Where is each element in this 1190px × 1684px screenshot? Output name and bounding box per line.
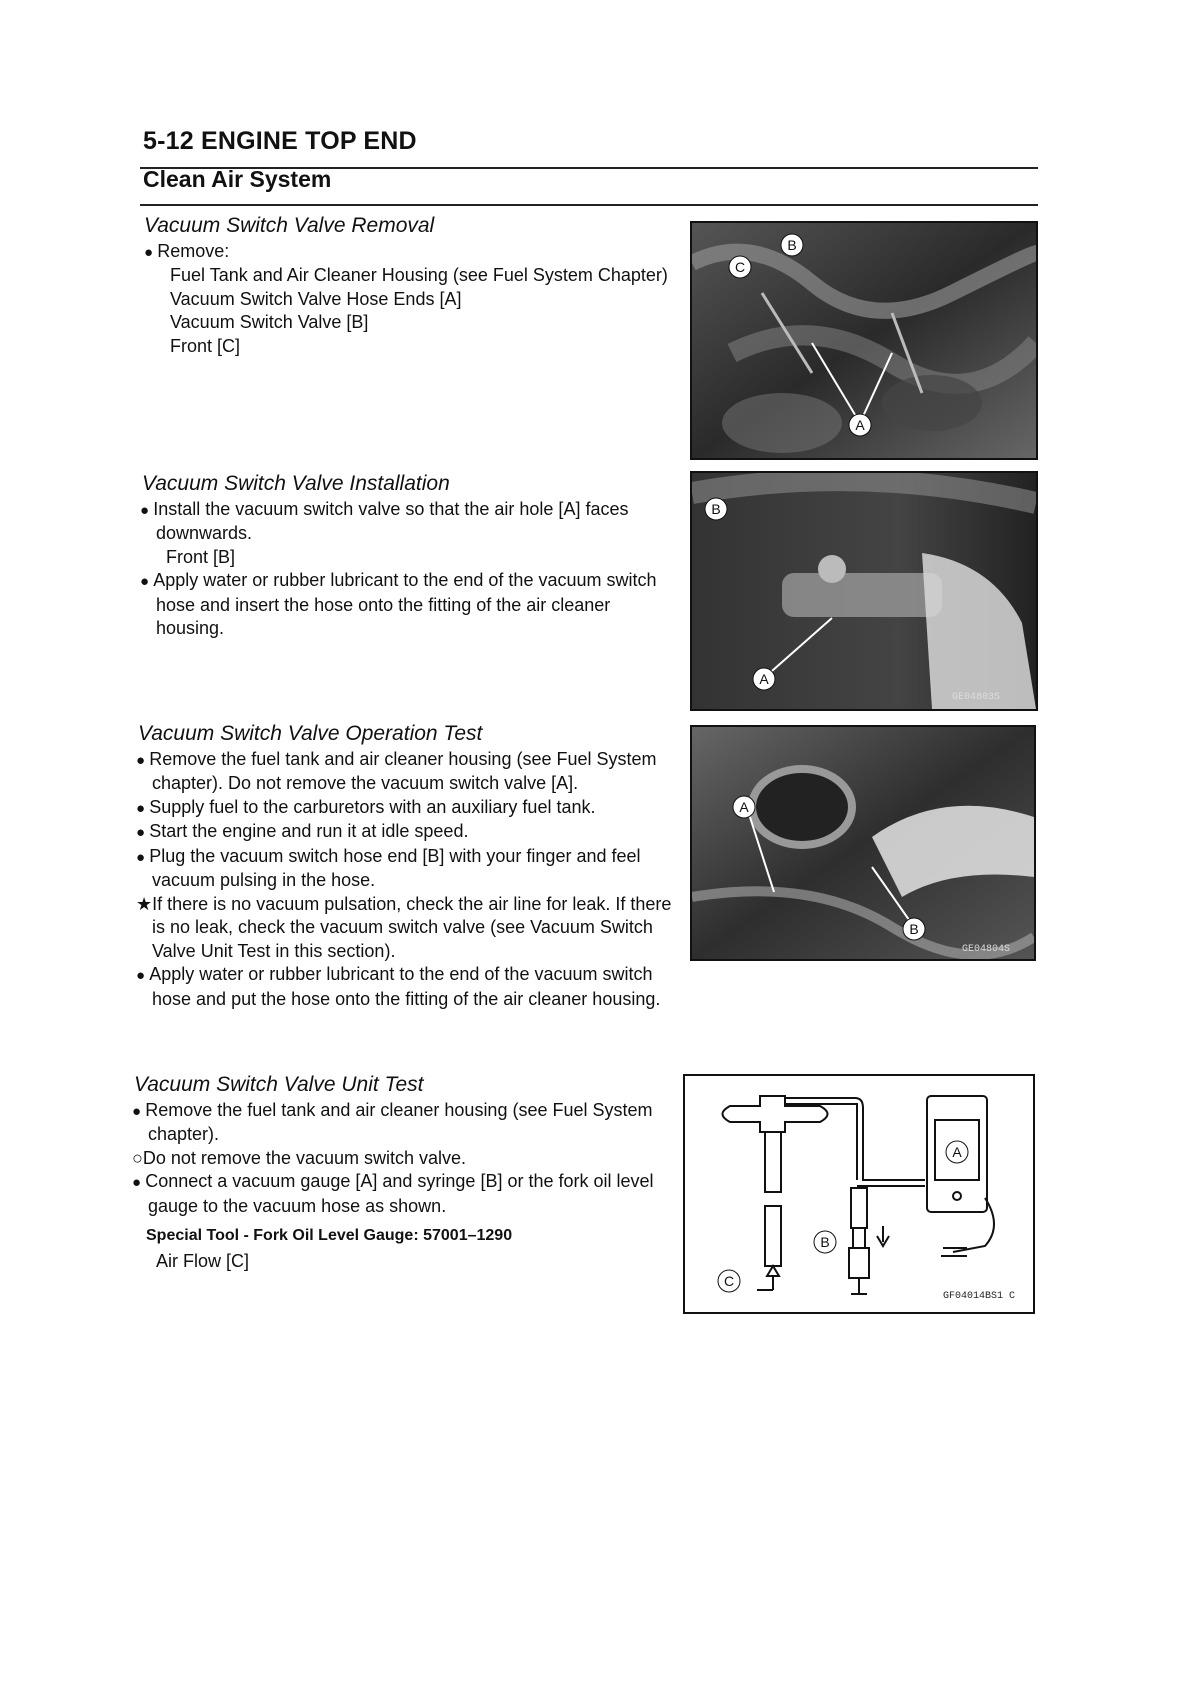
fig3-code: GE04804S — [962, 944, 1011, 955]
fig3-label-a: A — [739, 799, 749, 815]
star-icon: ★ — [136, 893, 153, 914]
engine-photo-image — [692, 223, 1036, 458]
fig3-label-b: B — [909, 921, 919, 937]
fig1-label-c: C — [734, 259, 746, 275]
fig4-label-a: A — [952, 1144, 962, 1160]
bullet-icon: ● — [136, 848, 150, 866]
fig2-label-b: B — [711, 501, 721, 517]
removal-item: Fuel Tank and Air Cleaner Housing (see Fuel System Chapter) — [170, 265, 668, 285]
installation-step — [132, 569, 672, 641]
figure-removal-photo — [690, 221, 1038, 460]
operation-test-section — [132, 722, 672, 1011]
operation-step-text: Remove the fuel tank and air cleaner housing (see Fuel System chapter). Do not remove the vacuum switch valve [A]. — [149, 748, 657, 793]
figure-unit-test-diagram — [683, 1074, 1035, 1314]
unit-step-text: Connect a vacuum gauge [A] and syringe [B] or the fork oil level gauge to the vacuum hose as shown. — [145, 1171, 654, 1216]
bullet-icon: ● — [132, 1174, 146, 1191]
air-flow: Air Flow [C] — [156, 1250, 250, 1271]
bullet-icon: ● — [136, 967, 150, 984]
circle-bullet-icon: ○ — [132, 1147, 143, 1168]
fig4-code: GF04014BS1 C — [943, 1291, 1016, 1302]
operation-step — [132, 845, 672, 893]
installation-section — [132, 472, 672, 641]
fig2-label-a: A — [759, 671, 769, 687]
unit-test-title: Vacuum Switch Valve Unit Test — [134, 1073, 424, 1096]
removal-section — [132, 214, 672, 358]
section-title: Clean Air System — [143, 166, 332, 192]
installation-title: Vacuum Switch Valve Installation — [142, 472, 450, 495]
operation-note-text: If there is no vacuum pulsation, check the air line for leak. If there is no leak, check the vacuum switch valve (see Vacuum Switch Valve Unit Test in this section). — [152, 893, 672, 961]
special-tool-label: Special Tool - — [146, 1227, 249, 1244]
operation-step — [132, 820, 672, 845]
unit-test-section — [132, 1073, 672, 1273]
fig1-label-b: B — [787, 237, 797, 253]
unit-note-text: Do not remove the vacuum switch valve. — [142, 1147, 467, 1168]
figure-installation-photo — [690, 471, 1038, 711]
chapter-title: 5-12 ENGINE TOP END — [143, 127, 417, 155]
operation-step-text: Apply water or rubber lubricant to the end of the vacuum switch hose and put the hose onto the fitting of the air cleaner housing. — [149, 964, 661, 1009]
bullet-icon: ● — [136, 824, 150, 841]
special-tool — [132, 1224, 672, 1248]
vacuum-test-diagram — [685, 1076, 1033, 1312]
fig2-code: GE04803S — [952, 692, 1001, 703]
operation-step — [132, 963, 672, 1011]
bullet-icon: ● — [140, 573, 154, 590]
unit-note — [132, 1147, 672, 1171]
bullet-icon: ● — [144, 243, 158, 261]
operation-step — [132, 748, 672, 796]
installation-step-text: Install the vacuum switch valve so that the air hole [A] faces downwards. — [153, 498, 629, 543]
removal-step-text: Remove: — [157, 240, 230, 261]
operation-note — [132, 893, 672, 964]
fig4-label-b: B — [820, 1234, 830, 1250]
unit-step — [132, 1170, 672, 1218]
bullet-icon: ● — [136, 751, 150, 769]
section-rule — [140, 204, 1038, 206]
operation-test-title: Vacuum Switch Valve Operation Test — [138, 722, 483, 745]
installation-step-text: Apply water or rubber lubricant to the end of the vacuum switch hose and insert the hose onto the fitting of the air cleaner housing. — [153, 570, 657, 638]
operation-step-text: Supply fuel to the carburetors with an auxiliary fuel tank. — [149, 796, 596, 817]
installation-step — [132, 498, 672, 546]
removal-item: Vacuum Switch Valve Hose Ends [A] — [170, 288, 462, 309]
figure-operation-photo — [690, 725, 1036, 961]
special-tool-value: Fork Oil Level Gauge: 57001–1290 — [253, 1227, 513, 1244]
removal-title: Vacuum Switch Valve Removal — [144, 214, 435, 237]
unit-step — [132, 1099, 672, 1147]
unit-step-text: Remove the fuel tank and air cleaner housing (see Fuel System chapter). — [145, 1099, 653, 1144]
valve-photo-image — [692, 473, 1036, 709]
operation-step — [132, 796, 672, 821]
bullet-icon: ● — [140, 501, 154, 519]
operation-step-text: Plug the vacuum switch hose end [B] with your finger and feel vacuum pulsing in the hose. — [149, 845, 641, 890]
hose-photo-image — [692, 727, 1034, 959]
removal-item: Vacuum Switch Valve [B] — [170, 312, 369, 332]
removal-step — [132, 240, 672, 265]
fig4-label-c: C — [723, 1273, 735, 1289]
operation-step-text: Start the engine and run it at idle speed. — [149, 821, 469, 841]
removal-item: Front [C] — [170, 335, 241, 356]
fig1-label-a: A — [855, 417, 865, 433]
bullet-icon: ● — [136, 799, 150, 817]
installation-front: Front [B] — [166, 546, 236, 567]
bullet-icon: ● — [132, 1102, 146, 1120]
